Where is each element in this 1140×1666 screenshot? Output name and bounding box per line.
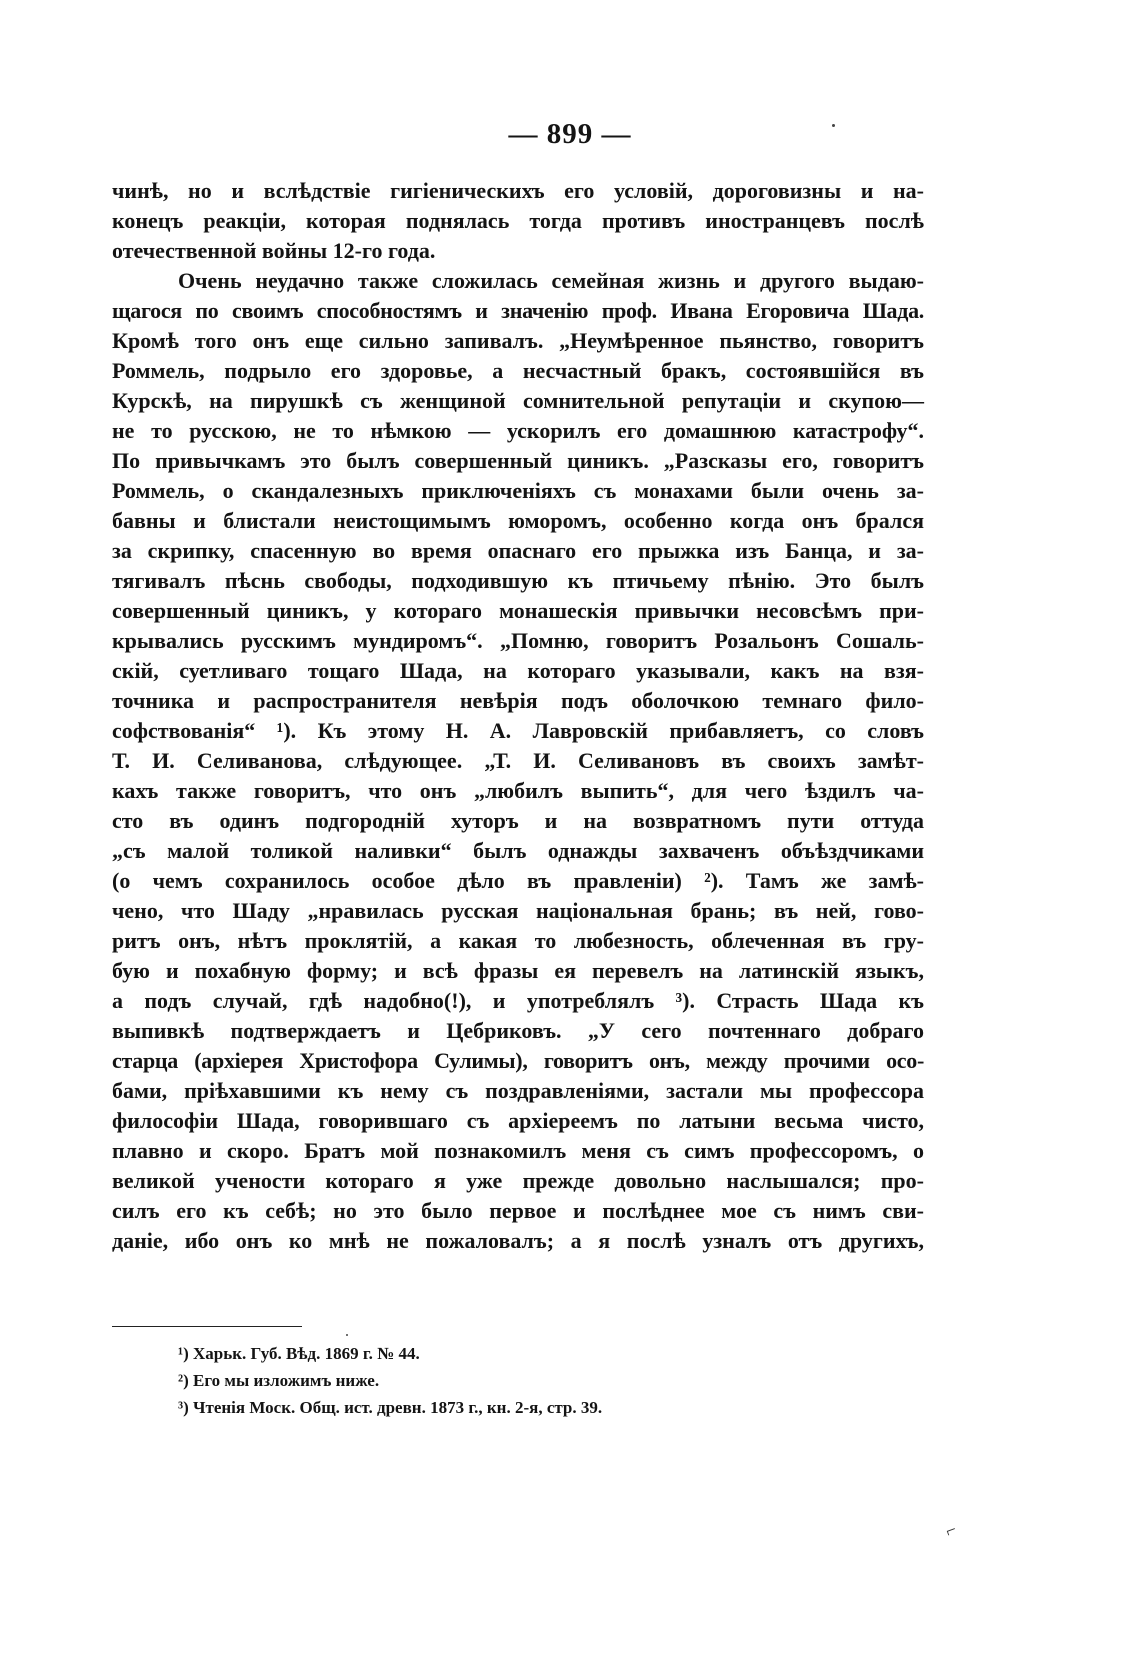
text-line: философіи Шада, говорившаго съ архіереемъ по латыни весьма чисто, [112, 1108, 924, 1133]
footnote-3: ³) Чтенія Моск. Общ. ист. древн. 1873 г., кн. 2-я, стр. 39. [178, 1398, 603, 1417]
text-line: чено, что Шаду „нравилась русская національная брань; въ ней, гово- [112, 898, 924, 923]
text-line: бами, пріѣхавшими къ нему съ поздравленіями, застали мы профессора [112, 1078, 924, 1103]
text-line: великой учености котораго я уже прежде довольно наслышался; про- [112, 1168, 924, 1193]
footnotes [178, 1340, 878, 1421]
text-line: тягивалъ пѣснь свободы, подходившую къ птичьему пѣнію. Это былъ [112, 568, 924, 593]
text-line: Т. И. Селиванова, слѣдующее. „Т. И. Селивановъ въ своихъ замѣт- [112, 748, 924, 773]
text-line: софствованія“ ¹). Къ этому Н. А. Лавровскій прибавляетъ, со словъ [112, 718, 924, 743]
text-line: отечественной войны 12-го года. [112, 238, 436, 263]
scan-mark: ⌐ [942, 1518, 960, 1542]
text-line: кахъ также говоритъ, что онъ „любилъ выпить“, для чего ѣздилъ ча- [112, 778, 924, 803]
text-line: не то русскою, не то нѣмкою — ускорилъ его домашнюю катастрофу“. [112, 418, 924, 443]
text-line: (о чемъ сохранилось особое дѣло въ правленіи) ²). Тамъ же замѣ- [112, 868, 924, 893]
page-number: — 899 — [508, 118, 632, 150]
text-line: старца (архіерея Христофора Сулимы), говоритъ онъ, между прочими осо- [112, 1048, 924, 1073]
text-line: бую и похабную форму; и всѣ фразы ея перевелъ на латинскій языкъ, [112, 958, 924, 983]
text-line: выпивкѣ подтверждаетъ и Цебриковъ. „У сего почтеннаго добраго [112, 1018, 924, 1043]
text-line: Кромѣ того онъ еще сильно запивалъ. „Неумѣренное пьянство, говоритъ [112, 328, 924, 353]
text-line: конецъ реакціи, которая поднялась тогда противъ иностранцевъ послѣ [112, 208, 924, 233]
text-line: Курскѣ, на пирушкѣ съ женщиной сомнительной репутаціи и скупою— [112, 388, 924, 413]
text-line: за скрипку, спасенную во время опаснаго его прыжка изъ Банца, и за- [112, 538, 924, 563]
footnote-1: ¹) Харьк. Губ. Вѣд. 1869 г. № 44. [178, 1344, 420, 1363]
text-line: точника и распространителя невѣрія подъ оболочкою темнаго фило- [112, 688, 924, 713]
text-line: сто въ одинъ подгородній хуторъ и на возвратномъ пути оттуда [112, 808, 924, 833]
text-line: скій, суетливаго тощаго Шада, на котораго указывали, какъ на взя- [112, 658, 924, 683]
text-line: щагося по своимъ способностямъ и значенію проф. Ивана Егоровича Шада. [112, 298, 924, 323]
text-line: Очень неудачно также сложилась семейная жизнь и другого выдаю- [178, 268, 924, 293]
scan-speck [346, 1334, 348, 1336]
body-text [112, 176, 924, 1256]
text-line: плавно и скоро. Братъ мой познакомилъ меня съ симъ профессоромъ, о [112, 1138, 924, 1163]
text-line: Роммель, подрыло его здоровье, а несчастный бракъ, состоявшійся въ [112, 358, 924, 383]
text-line: Роммель, о скандалезныхъ приключеніяхъ съ монахами были очень за- [112, 478, 924, 503]
footnote-2: ²) Его мы изложимъ ниже. [178, 1371, 380, 1390]
text-line: крывались русскимъ мундиромъ“. „Помню, говоритъ Розальонъ Сошаль- [112, 628, 924, 653]
text-line: а подъ случай, гдѣ надобно(!), и употреблялъ ³). Страсть Шада къ [112, 988, 924, 1013]
text-line: чинѣ, но и вслѣдствіе гигіеническихъ его условій, дороговизны и на- [112, 178, 924, 203]
text-line: совершенный циникъ, у котораго монашескія привычки несовсѣмъ при- [112, 598, 924, 623]
scan-speck [832, 124, 835, 127]
text-line: силъ его къ себѣ; но это было первое и послѣднее мое съ нимъ сви- [112, 1198, 924, 1223]
text-line: бавны и блистали неистощимымъ юморомъ, особенно когда онъ брался [112, 508, 924, 533]
text-line: даніе, ибо онъ ко мнѣ не пожаловалъ; а я послѣ узналъ отъ другихъ, [112, 1228, 924, 1253]
text-line: „съ малой толикой наливки“ былъ однажды захваченъ объѣздчиками [112, 838, 924, 863]
text-line: По привычкамъ это былъ совершенный циникъ. „Разсказы его, говоритъ [112, 448, 924, 473]
footnote-divider [112, 1326, 302, 1327]
text-line: ритъ онъ, нѣтъ проклятій, а какая то любезность, облеченная въ гру- [112, 928, 924, 953]
